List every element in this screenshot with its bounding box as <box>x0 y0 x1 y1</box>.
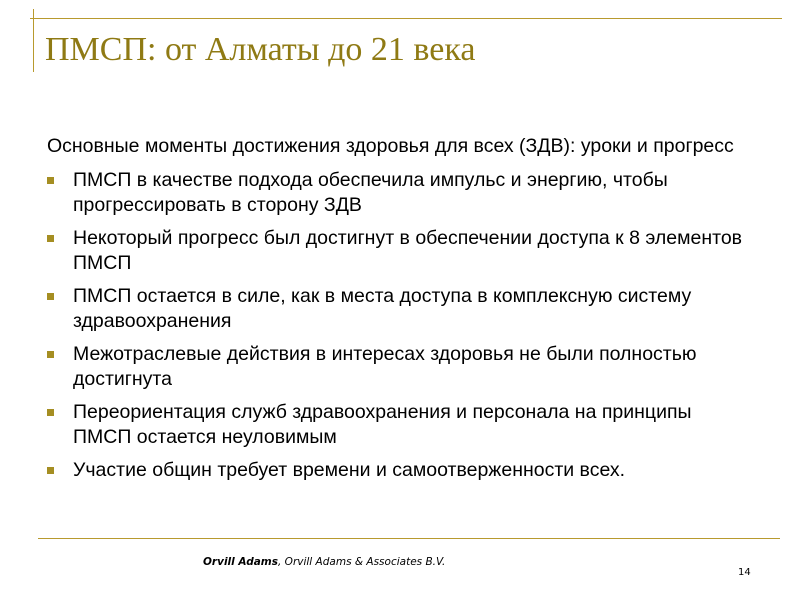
bullet-item <box>47 226 747 276</box>
footer-credit <box>203 556 445 568</box>
square-bullet-icon <box>47 177 54 184</box>
bullet-item <box>47 168 747 218</box>
square-bullet-icon <box>47 235 54 242</box>
slide-title: ПМСП: от Алматы до 21 века <box>45 31 476 68</box>
square-bullet-icon <box>47 351 54 358</box>
page-number: 14 <box>738 567 751 578</box>
bullet-item <box>47 284 747 334</box>
square-bullet-icon <box>47 409 54 416</box>
slide-body <box>47 134 747 491</box>
bullet-text: ПМСП в качестве подхода обеспечила импульс и энергию, чтобы прогрессировать в сторону ЗДВ <box>73 169 668 216</box>
bottom-rule <box>38 538 780 539</box>
square-bullet-icon <box>47 467 54 474</box>
bullet-text: Переориентация служб здравоохранения и персонала на принципы ПМСП остается неуловимым <box>73 401 692 448</box>
author-name: Orvill Adams <box>203 556 278 568</box>
bullet-item <box>47 458 747 483</box>
square-bullet-icon <box>47 293 54 300</box>
bullet-text: ПМСП остается в силе, как в места доступа в комплексную систему здравоохранения <box>73 285 692 332</box>
intro-text: Основные моменты достижения здоровья для всех (ЗДВ): уроки и прогресс <box>47 135 734 157</box>
author-org: , Orvill Adams & Associates B.V. <box>278 556 446 568</box>
top-rule <box>30 18 782 19</box>
left-rule <box>33 9 34 72</box>
bullet-item <box>47 400 747 450</box>
bullet-item <box>47 342 747 392</box>
bullet-text: Межотраслевые действия в интересах здоровья не были полностью достигнута <box>73 343 697 390</box>
bullet-text: Участие общин требует времени и самоотверженности всех. <box>73 459 626 481</box>
bullet-text: Некоторый прогресс был достигнут в обеспечении доступа к 8 элементов ПМСП <box>73 227 743 274</box>
bullet-list <box>47 168 747 483</box>
